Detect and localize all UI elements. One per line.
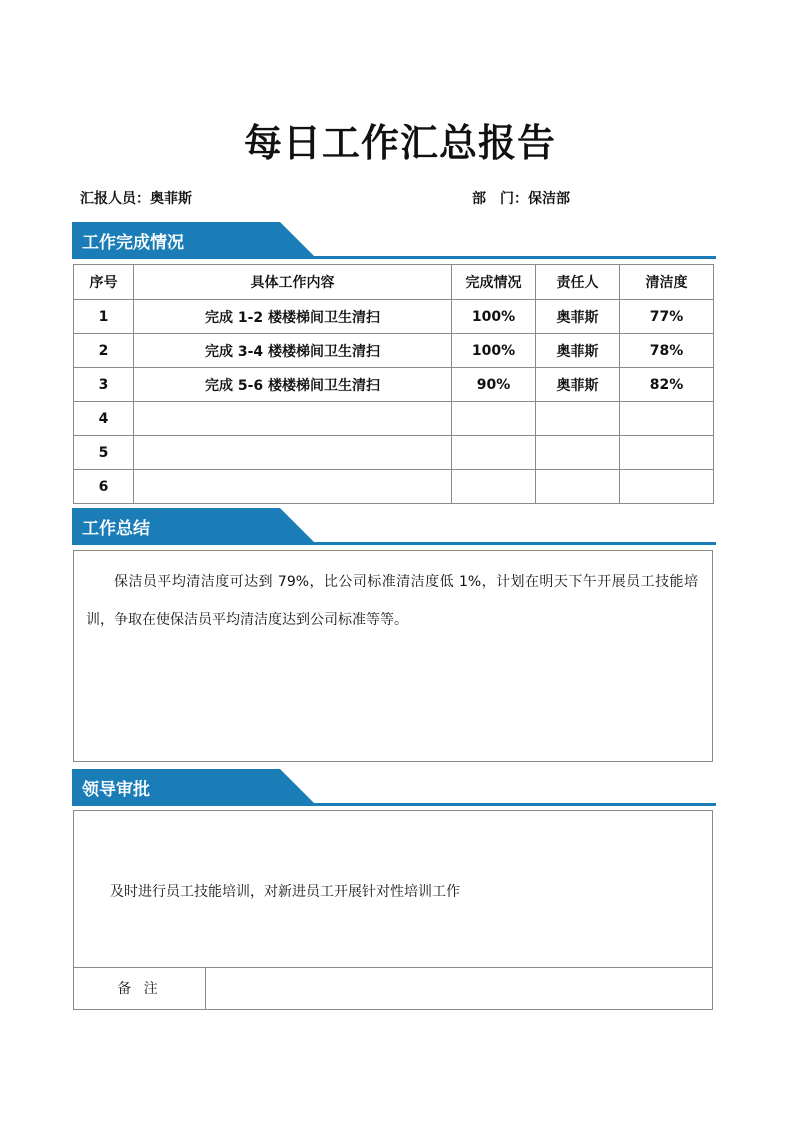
cell-completion [452,436,536,470]
summary-text: 保洁员平均清洁度可达到 79%，比公司标准清洁度低 1%，计划在明天下午开展员工技能培训，争取在使保洁员平均清洁度达到公司标准等等。 [86,574,698,628]
table-row [74,300,714,334]
cell-owner: 奥菲斯 [536,334,620,368]
cell-cleanliness: 82% [620,368,714,402]
cell-content: 完成 3-4 楼楼梯间卫生清扫 [134,334,452,368]
cell-completion: 100% [452,334,536,368]
cell-index: 2 [74,334,134,368]
cell-content: 完成 5-6 楼楼梯间卫生清扫 [134,368,452,402]
cell-index: 5 [74,436,134,470]
table-row [74,470,714,504]
cell-owner: 奥菲斯 [536,368,620,402]
header-cleanliness: 清洁度 [620,265,714,300]
cell-owner: 奥菲斯 [536,300,620,334]
section-header-summary [72,508,716,546]
department-field: 部 门：保洁部 [472,191,570,207]
header-index: 序号 [74,265,134,300]
approval-text: 及时进行员工技能培训，对新进员工开展针对性培训工作 [110,884,460,900]
cell-completion: 100% [452,300,536,334]
cell-owner [536,436,620,470]
cell-cleanliness [620,470,714,504]
cell-cleanliness [620,402,714,436]
cell-index: 4 [74,402,134,436]
header-owner: 责任人 [536,265,620,300]
cell-index: 1 [74,300,134,334]
cell-completion [452,470,536,504]
cell-completion: 90% [452,368,536,402]
remark-label: 备 注 [74,968,206,1010]
cell-content [134,470,452,504]
cell-cleanliness: 77% [620,300,714,334]
header-completion: 完成情况 [452,265,536,300]
summary-box [73,550,713,762]
cell-index: 6 [74,470,134,504]
cell-content: 完成 1-2 楼楼梯间卫生清扫 [134,300,452,334]
remark-row [74,967,712,1010]
section-title-approval: 领导审批 [82,780,150,800]
table-row [74,436,714,470]
cell-owner [536,470,620,504]
table-row [74,402,714,436]
table-row [74,334,714,368]
section-banner-shape [72,508,716,546]
cell-content [134,436,452,470]
cell-content [134,402,452,436]
report-title: 每日工作汇总报告 [243,121,556,165]
cell-owner [536,402,620,436]
section-header-work [72,222,716,260]
section-header-approval [72,769,716,807]
work-table [73,264,714,504]
approval-box [73,810,713,1010]
cell-cleanliness: 78% [620,334,714,368]
reporter-field: 汇报人员：奥菲斯 [80,191,192,207]
header-content: 具体工作内容 [134,265,452,300]
cell-cleanliness [620,436,714,470]
cell-completion [452,402,536,436]
cell-index: 3 [74,368,134,402]
section-title-summary: 工作总结 [82,519,150,539]
section-title-work: 工作完成情况 [82,233,184,253]
section-banner-shape [72,769,716,807]
table-row [74,368,714,402]
table-header-row [74,265,714,300]
